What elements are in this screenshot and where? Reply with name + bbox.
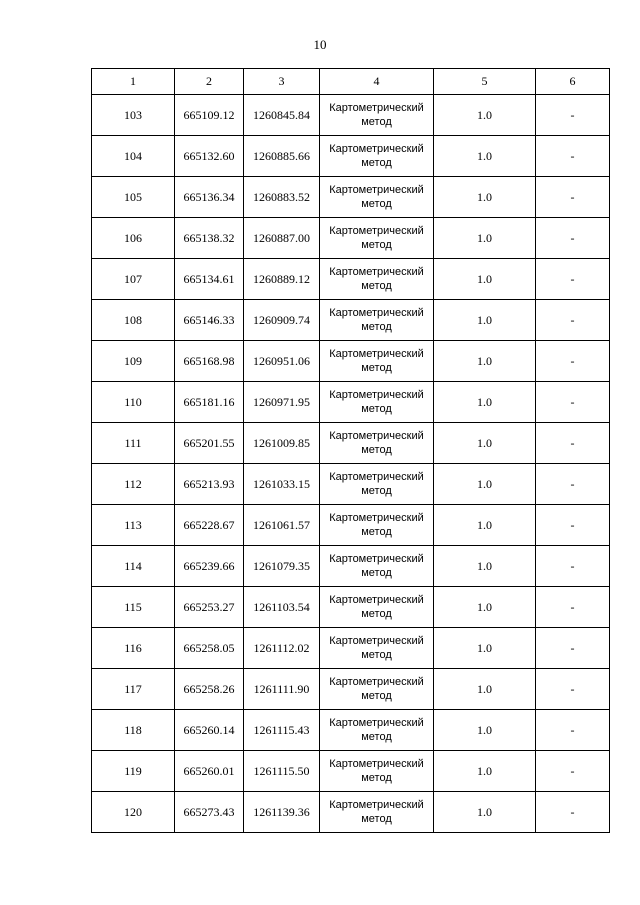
precision-value: 1.0 <box>434 546 536 587</box>
y-coordinate: 1260883.52 <box>244 177 320 218</box>
method-line-1: Картометрический <box>329 143 424 155</box>
note-value: - <box>536 259 610 300</box>
point-number: 117 <box>92 669 175 710</box>
table-row <box>92 710 610 751</box>
method-line-1: Картометрический <box>329 799 424 811</box>
point-number: 119 <box>92 751 175 792</box>
method-line-2: метод <box>361 649 392 661</box>
point-number: 103 <box>92 95 175 136</box>
table-row <box>92 300 610 341</box>
precision-value: 1.0 <box>434 300 536 341</box>
method-cell <box>320 505 434 546</box>
method-line-1: Картометрический <box>329 676 424 688</box>
x-coordinate: 665213.93 <box>175 464 244 505</box>
method-line-2: метод <box>361 157 392 169</box>
method-cell <box>320 423 434 464</box>
method-line-1: Картометрический <box>329 594 424 606</box>
method-cell <box>320 751 434 792</box>
x-coordinate: 665201.55 <box>175 423 244 464</box>
table-row <box>92 464 610 505</box>
x-coordinate: 665146.33 <box>175 300 244 341</box>
method-line-1: Картометрический <box>329 553 424 565</box>
x-coordinate: 665132.60 <box>175 136 244 177</box>
precision-value: 1.0 <box>434 382 536 423</box>
method-line-2: метод <box>361 608 392 620</box>
precision-value: 1.0 <box>434 751 536 792</box>
method-cell <box>320 259 434 300</box>
y-coordinate: 1261115.50 <box>244 751 320 792</box>
x-coordinate: 665138.32 <box>175 218 244 259</box>
method-line-2: метод <box>361 116 392 128</box>
x-coordinate: 665134.61 <box>175 259 244 300</box>
method-line-1: Картометрический <box>329 266 424 278</box>
table-row <box>92 382 610 423</box>
note-value: - <box>536 505 610 546</box>
method-line-1: Картометрический <box>329 225 424 237</box>
method-line-2: метод <box>361 690 392 702</box>
method-cell <box>320 464 434 505</box>
table-row <box>92 218 610 259</box>
method-cell <box>320 382 434 423</box>
y-coordinate: 1261111.90 <box>244 669 320 710</box>
note-value: - <box>536 177 610 218</box>
y-coordinate: 1261061.57 <box>244 505 320 546</box>
point-number: 108 <box>92 300 175 341</box>
method-line-2: метод <box>361 362 392 374</box>
method-line-1: Картометрический <box>329 717 424 729</box>
method-line-1: Картометрический <box>329 430 424 442</box>
note-value: - <box>536 464 610 505</box>
y-coordinate: 1260971.95 <box>244 382 320 423</box>
method-line-2: метод <box>361 321 392 333</box>
method-line-1: Картометрический <box>329 184 424 196</box>
table-row <box>92 587 610 628</box>
header-row <box>92 69 610 95</box>
method-line-2: метод <box>361 731 392 743</box>
y-coordinate: 1260889.12 <box>244 259 320 300</box>
note-value: - <box>536 669 610 710</box>
y-coordinate: 1261103.54 <box>244 587 320 628</box>
method-line-2: метод <box>361 444 392 456</box>
method-line-1: Картометрический <box>329 102 424 114</box>
point-number: 104 <box>92 136 175 177</box>
coordinates-table <box>91 68 610 833</box>
y-coordinate: 1260909.74 <box>244 300 320 341</box>
note-value: - <box>536 423 610 464</box>
method-line-1: Картометрический <box>329 758 424 770</box>
note-value: - <box>536 710 610 751</box>
x-coordinate: 665136.34 <box>175 177 244 218</box>
y-coordinate: 1261115.43 <box>244 710 320 751</box>
method-line-2: метод <box>361 280 392 292</box>
method-cell <box>320 95 434 136</box>
precision-value: 1.0 <box>434 628 536 669</box>
note-value: - <box>536 546 610 587</box>
method-cell <box>320 218 434 259</box>
y-coordinate: 1260951.06 <box>244 341 320 382</box>
method-line-2: метод <box>361 198 392 210</box>
method-cell <box>320 546 434 587</box>
table-row <box>92 792 610 833</box>
method-line-1: Картометрический <box>329 635 424 647</box>
method-line-1: Картометрический <box>329 389 424 401</box>
note-value: - <box>536 300 610 341</box>
note-value: - <box>536 628 610 669</box>
method-cell <box>320 710 434 751</box>
method-line-2: метод <box>361 403 392 415</box>
point-number: 118 <box>92 710 175 751</box>
point-number: 113 <box>92 505 175 546</box>
point-number: 114 <box>92 546 175 587</box>
table-row <box>92 669 610 710</box>
method-line-2: метод <box>361 485 392 497</box>
point-number: 107 <box>92 259 175 300</box>
y-coordinate: 1260885.66 <box>244 136 320 177</box>
precision-value: 1.0 <box>434 505 536 546</box>
method-cell <box>320 341 434 382</box>
method-line-1: Картометрический <box>329 348 424 360</box>
note-value: - <box>536 95 610 136</box>
note-value: - <box>536 792 610 833</box>
point-number: 115 <box>92 587 175 628</box>
precision-value: 1.0 <box>434 710 536 751</box>
x-coordinate: 665258.26 <box>175 669 244 710</box>
table-row <box>92 628 610 669</box>
note-value: - <box>536 218 610 259</box>
point-number: 110 <box>92 382 175 423</box>
precision-value: 1.0 <box>434 259 536 300</box>
method-cell <box>320 300 434 341</box>
note-value: - <box>536 382 610 423</box>
y-coordinate: 1261033.15 <box>244 464 320 505</box>
point-number: 109 <box>92 341 175 382</box>
precision-value: 1.0 <box>434 341 536 382</box>
page-number: 10 <box>313 37 327 52</box>
table-row <box>92 546 610 587</box>
x-coordinate: 665168.98 <box>175 341 244 382</box>
method-cell <box>320 792 434 833</box>
precision-value: 1.0 <box>434 95 536 136</box>
y-coordinate: 1261079.35 <box>244 546 320 587</box>
column-header-1: 1 <box>92 69 175 95</box>
precision-value: 1.0 <box>434 669 536 710</box>
table-row <box>92 423 610 464</box>
method-line-1: Картометрический <box>329 307 424 319</box>
column-header-4: 4 <box>320 69 434 95</box>
x-coordinate: 665181.16 <box>175 382 244 423</box>
y-coordinate: 1261009.85 <box>244 423 320 464</box>
table-row <box>92 177 610 218</box>
column-header-5: 5 <box>434 69 536 95</box>
method-line-2: метод <box>361 567 392 579</box>
x-coordinate: 665273.43 <box>175 792 244 833</box>
precision-value: 1.0 <box>434 464 536 505</box>
precision-value: 1.0 <box>434 587 536 628</box>
x-coordinate: 665253.27 <box>175 587 244 628</box>
point-number: 106 <box>92 218 175 259</box>
column-header-6: 6 <box>536 69 610 95</box>
method-line-2: метод <box>361 772 392 784</box>
table-row <box>92 505 610 546</box>
method-cell <box>320 587 434 628</box>
x-coordinate: 665228.67 <box>175 505 244 546</box>
note-value: - <box>536 136 610 177</box>
method-cell <box>320 669 434 710</box>
x-coordinate: 665258.05 <box>175 628 244 669</box>
point-number: 120 <box>92 792 175 833</box>
point-number: 116 <box>92 628 175 669</box>
precision-value: 1.0 <box>434 792 536 833</box>
method-line-1: Картометрический <box>329 512 424 524</box>
point-number: 111 <box>92 423 175 464</box>
method-line-2: метод <box>361 813 392 825</box>
table-row <box>92 259 610 300</box>
table-row <box>92 751 610 792</box>
y-coordinate: 1260845.84 <box>244 95 320 136</box>
y-coordinate: 1261139.36 <box>244 792 320 833</box>
note-value: - <box>536 341 610 382</box>
x-coordinate: 665239.66 <box>175 546 244 587</box>
method-line-2: метод <box>361 239 392 251</box>
method-line-2: метод <box>361 526 392 538</box>
x-coordinate: 665260.14 <box>175 710 244 751</box>
precision-value: 1.0 <box>434 423 536 464</box>
column-header-3: 3 <box>244 69 320 95</box>
x-coordinate: 665260.01 <box>175 751 244 792</box>
table-row <box>92 136 610 177</box>
precision-value: 1.0 <box>434 177 536 218</box>
note-value: - <box>536 587 610 628</box>
y-coordinate: 1261112.02 <box>244 628 320 669</box>
method-cell <box>320 628 434 669</box>
x-coordinate: 665109.12 <box>175 95 244 136</box>
note-value: - <box>536 751 610 792</box>
table-row <box>92 341 610 382</box>
precision-value: 1.0 <box>434 218 536 259</box>
point-number: 105 <box>92 177 175 218</box>
point-number: 112 <box>92 464 175 505</box>
method-cell <box>320 177 434 218</box>
table-row <box>92 95 610 136</box>
method-cell <box>320 136 434 177</box>
precision-value: 1.0 <box>434 136 536 177</box>
method-line-1: Картометрический <box>329 471 424 483</box>
y-coordinate: 1260887.00 <box>244 218 320 259</box>
column-header-2: 2 <box>175 69 244 95</box>
